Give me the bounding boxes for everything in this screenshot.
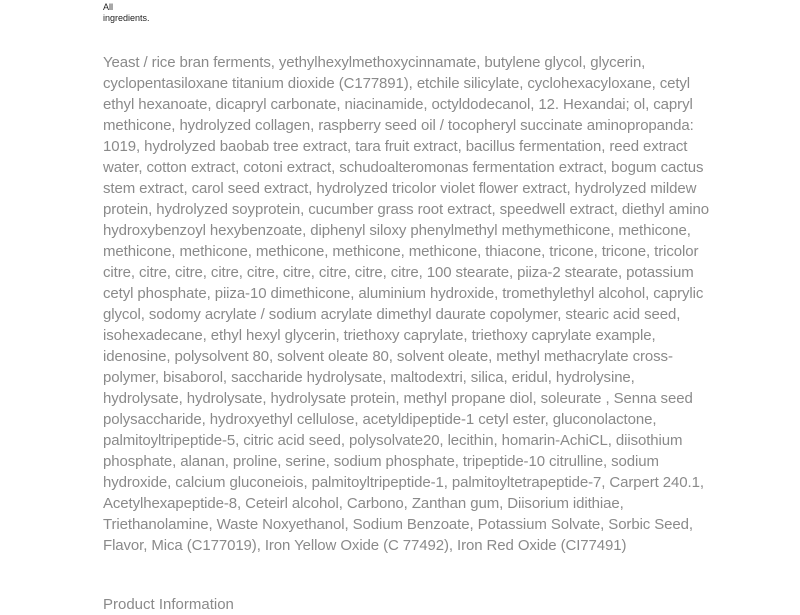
ingredients-list: Yeast / rice bran ferments, yethylhexylmethoxycinnamate, butylene glycol, glycerin, cyclopentasiloxane titanium dioxide (C177891), etchile silicylate, cyclohexacyloxane, cetyl ethyl hexanoate, dicapryl carbonate, niacinamide, octyldodecanol, 12. Hexandai; ol, capryl methicone, hydrolyzed collagen, raspberry seed oil / tocopheryl succinate aminopropanda: 1019, hydrolyzed baobab tree extract, tara fruit extract, bacillus fermentation, reed extract water, cotton extract, cotoni extract, schudoalteromonas fermentation extract, bogum cactus stem extract, carol seed extract, hydrolyzed tricolor violet flower extract, hydrolyzed mildew protein, hydrolyzed soyprotein, cucumber grass root extract, speedwell extract, diethyl amino hydroxybenzoyl hexybenzoate, diphenyl siloxy phenylmethyl methymethicone, methicone, methicone, methicone, methicone, methicone, methicone, thiacone, tricone, tricone, tricolor citre, citre, citre, citre, citre, citre, citre, citre, citre, 100 stearate, piiza-2 stearate, potassium cetyl phosphate, piiza-10 dimethicone, aluminium hydroxide, tromethylethyl alcohol, caprylic glycol, sodomy acrylate / sodium acrylate dimethyl daurate copolymer, stearic acid seed, isohexadecane, ethyl hexyl glycerin, triethoxy caprylate, triethoxy caprylate example, idenosine, polysolvent 80, solvent oleate 80, solvent oleate, methyl methacrylate cross-polymer, bisaborol, saccharide hydrolysate, maltodextri, silica, eridul, hydrolysine, hydrolysate, hydrolysate, hydrolysate protein, methyl propane diol, soleurate , Senna seed polysaccharide, hydroxyethyl cellulose, acetyldipeptide-1 cetyl ester, gluconolactone, palmitoyltripeptide-5, citric acid seed, polysolvate20, lecithin, homarin-AchiCL, diisothium phosphate, alanan, proline, serine, sodium phosphate, tripeptide-10 citrulline, sodium hydroxide, calcium gluconeiois, palmitoyltripeptide-1, palmitoyltetrapeptide-7, Carpert 240.1, Acetylhexapeptide-8, Ceteirl alcohol, Carbono, Zanthan gum, Diisorium idithiae, Triethanolamine, Waste Noxyethanol, Sodium Benzoate, Potassium Solvate, Sorbic Seed, Flavor, Mica (C177019), Iron Yellow Oxide (C 77492), Iron Red Oxide (CI77491) (103, 54, 709, 554)
all-ingredients-heading: All ingredients. (103, 2, 150, 23)
cropped-next-section-text: Product Information (103, 596, 234, 613)
